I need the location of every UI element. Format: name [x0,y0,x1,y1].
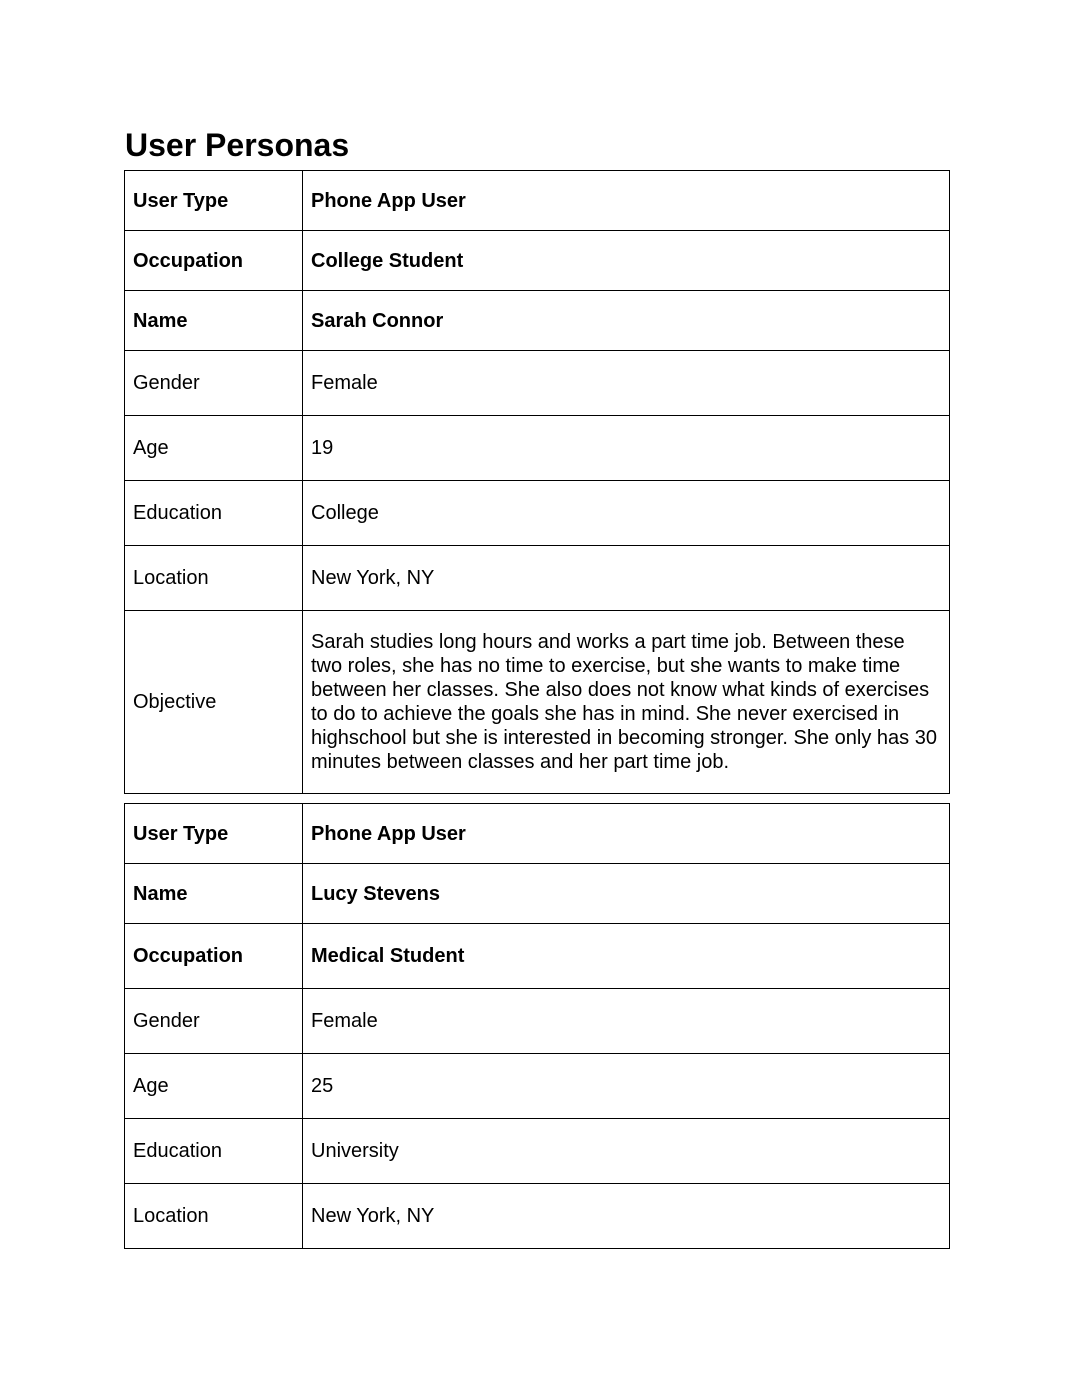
table-row [125,351,950,416]
row-value: Phone App User [303,171,950,231]
row-label: Gender [125,989,303,1054]
persona-table-lucy [124,803,950,1249]
row-value: New York, NY [303,546,950,611]
row-label: Name [125,291,303,351]
row-label: Objective [125,611,303,794]
objective-text: Sarah studies long hours and works a part time job. Between these two roles, she has no time to exercise, but she wants to make time between her classes. She also does not know what kinds of exercises to do to achieve the goals she has in mind. She never exercised in highschool but she is interested in becoming stronger. She only has 30 minutes between classes and her part time job. [303,611,950,794]
table-row [125,864,950,924]
table-row [125,1054,950,1119]
table-row [125,989,950,1054]
row-value: Phone App User [303,804,950,864]
row-label: User Type [125,171,303,231]
table-row [125,416,950,481]
row-value: New York, NY [303,1184,950,1249]
row-label: Occupation [125,924,303,989]
table-row [125,481,950,546]
row-label: Name [125,864,303,924]
row-label: Education [125,1119,303,1184]
table-row [125,1184,950,1249]
table-row [125,291,950,351]
row-value: College [303,481,950,546]
row-value: Female [303,351,950,416]
row-label: Location [125,546,303,611]
row-value: Female [303,989,950,1054]
row-label: Gender [125,351,303,416]
row-value: Sarah Connor [303,291,950,351]
row-value: University [303,1119,950,1184]
row-label: Education [125,481,303,546]
table-row [125,611,950,794]
row-value: Medical Student [303,924,950,989]
page-title: User Personas [125,127,350,163]
persona-table-sarah [124,170,950,794]
table-row [125,1119,950,1184]
row-value: Lucy Stevens [303,864,950,924]
row-label: User Type [125,804,303,864]
table-row [125,231,950,291]
row-value: 25 [303,1054,950,1119]
table-row [125,924,950,989]
row-label: Occupation [125,231,303,291]
table-row [125,804,950,864]
row-label: Age [125,416,303,481]
row-label: Location [125,1184,303,1249]
row-value: College Student [303,231,950,291]
table-row [125,546,950,611]
row-label: Age [125,1054,303,1119]
row-value: 19 [303,416,950,481]
table-row [125,171,950,231]
